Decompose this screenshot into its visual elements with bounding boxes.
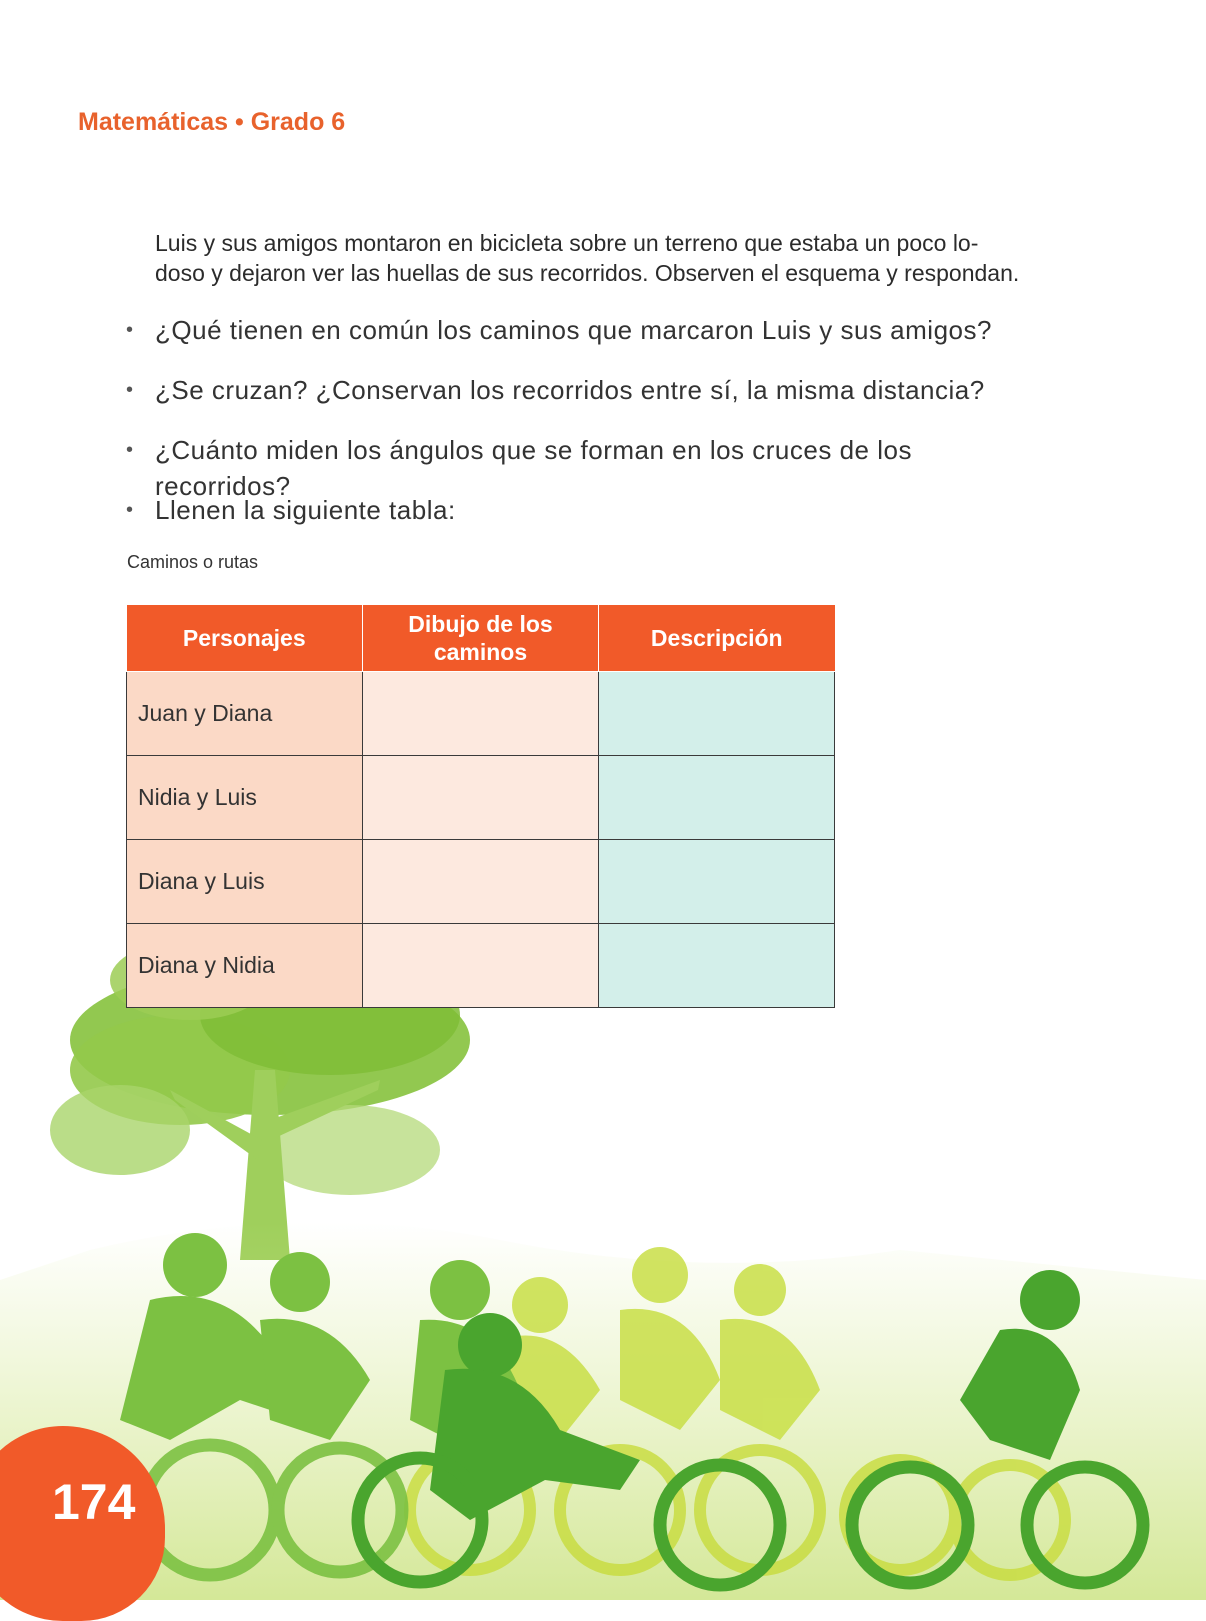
bullet-icon: •	[126, 319, 134, 341]
question-text: ¿Qué tienen en común los caminos que marcaron Luis y sus amigos?	[155, 315, 992, 345]
question-item	[122, 312, 1042, 372]
drawing-cell[interactable]	[363, 672, 599, 756]
question-item	[122, 492, 1042, 552]
drawing-cell[interactable]	[363, 840, 599, 924]
intro-line-2: doso y dejaron ver las huellas de sus recorridos. Observen el esquema y respondan.	[155, 260, 1020, 286]
question-text: Llenen la siguiente tabla:	[155, 495, 456, 525]
personajes-cell: Diana y Luis	[127, 840, 363, 924]
question-item	[122, 432, 1042, 501]
bullet-icon: •	[126, 499, 134, 521]
personajes-cell: Diana y Nidia	[127, 924, 363, 1008]
header-dibujo: Dibujo de los caminos	[363, 605, 599, 672]
question-text: ¿Se cruzan? ¿Conservan los recorridos entre sí, la misma distancia?	[155, 375, 985, 405]
header-personajes: Personajes	[127, 605, 363, 672]
table-row	[127, 672, 835, 756]
drawing-cell[interactable]	[363, 756, 599, 840]
description-cell[interactable]	[599, 756, 835, 840]
bullet-icon: •	[126, 439, 134, 461]
header-descripcion: Descripción	[599, 605, 835, 672]
cyclists-illustration	[0, 920, 1206, 1600]
personajes-cell: Nidia y Luis	[127, 756, 363, 840]
personajes-cell: Juan y Diana	[127, 672, 363, 756]
question-list	[122, 312, 1042, 552]
routes-table	[126, 605, 835, 1008]
drawing-cell[interactable]	[363, 924, 599, 1008]
table-header-row	[127, 605, 835, 672]
page-header: Matemáticas • Grado 6	[78, 108, 346, 136]
table-row	[127, 840, 835, 924]
question-text: ¿Cuánto miden los ángulos que se forman en los cruces de los recorridos?	[155, 435, 912, 501]
intro-line-1: Luis y sus amigos montaron en bicicleta sobre un terreno que estaba un poco lo-	[155, 230, 979, 256]
description-cell[interactable]	[599, 672, 835, 756]
table-row	[127, 924, 835, 1008]
description-cell[interactable]	[599, 924, 835, 1008]
table-caption: Caminos o rutas	[127, 552, 259, 572]
page-number: 174	[52, 1474, 136, 1530]
intro-paragraph	[155, 228, 1035, 288]
question-item	[122, 372, 1042, 432]
bullet-icon: •	[126, 379, 134, 401]
description-cell[interactable]	[599, 840, 835, 924]
table-row	[127, 756, 835, 840]
